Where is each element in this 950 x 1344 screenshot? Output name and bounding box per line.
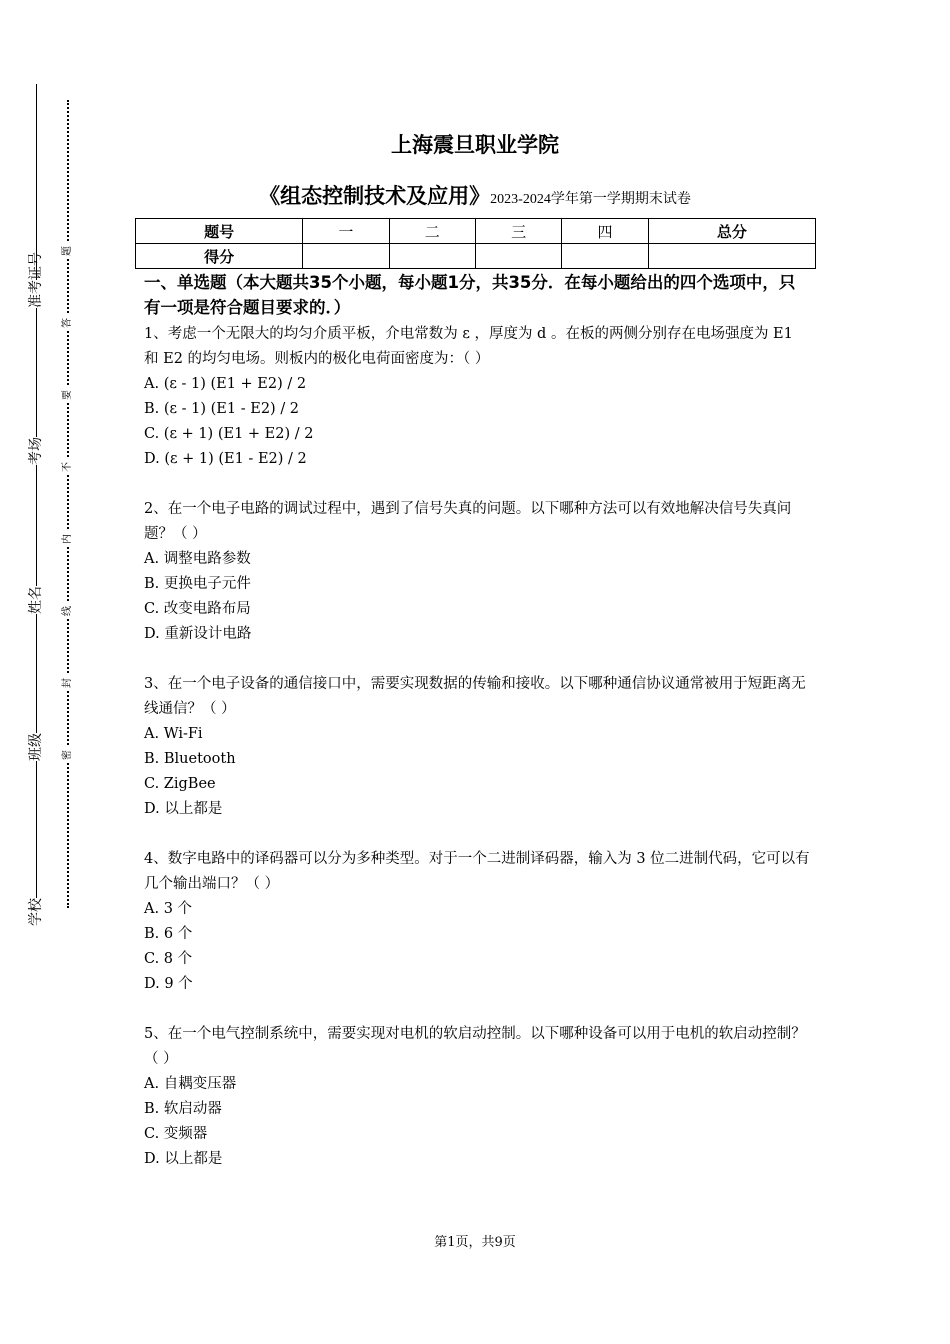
seal-char: 线	[60, 603, 76, 619]
seal-char: 不	[60, 459, 76, 475]
question-option: B. 软启动器	[144, 1101, 222, 1117]
score-header-cell: 三	[475, 219, 561, 244]
seal-char: 答	[60, 315, 76, 331]
term-label: 2023-2024学年第一学期期末试卷	[490, 192, 691, 207]
question-stem: 2、在一个电子电路的调试过程中，遇到了信号失真的问题。以下哪种方法可以有效地解决信号失真问题？（ ）	[144, 501, 792, 542]
question-stem: 4、数字电路中的译码器可以分为多种类型。对于一个二进制译码器，输入为 3 位二进制代码，它可以有几个输出端口？（ ）	[144, 851, 810, 892]
score-table	[135, 218, 816, 269]
binding-solid-line	[36, 84, 37, 924]
question-option: D. (ε + 1) (E1 - E2) / 2	[144, 451, 307, 467]
score-input-cell[interactable]	[562, 244, 648, 269]
question-option: C. (ε + 1) (E1 + E2) / 2	[144, 426, 314, 442]
field-school: 学校	[22, 898, 50, 926]
school-title: 上海震旦职业学院	[391, 133, 559, 157]
question-option: C. 变频器	[144, 1126, 208, 1142]
question	[144, 672, 810, 822]
question	[144, 1022, 810, 1172]
page-number: 第1页，共9页	[434, 1235, 516, 1250]
exam-content	[144, 270, 810, 1172]
question-stem: 5、在一个电气控制系统中，需要实现对电机的软启动控制。以下哪种设备可以用于电机的软启动控制？（ ）	[144, 1026, 806, 1067]
field-exam-room: 考场	[22, 437, 50, 465]
score-header-cell: 总分	[648, 219, 815, 244]
question-option: C. 8 个	[144, 951, 193, 967]
question-option: D. 重新设计电路	[144, 626, 252, 642]
question-option: D. 以上都是	[144, 1151, 223, 1167]
question	[144, 847, 810, 997]
field-name: 姓名	[22, 586, 50, 614]
score-header-cell: 二	[389, 219, 475, 244]
question-option: A. (ε - 1) (E1 + E2) / 2	[144, 376, 307, 392]
seal-char: 密	[60, 747, 76, 763]
score-header-cell: 四	[562, 219, 648, 244]
exam-subtitle	[0, 180, 950, 210]
question-option: B. (ε - 1) (E1 - E2) / 2	[144, 401, 300, 417]
score-input-cell[interactable]	[303, 244, 389, 269]
score-header-cell: 一	[303, 219, 389, 244]
question-option: A. 3 个	[144, 901, 193, 917]
question-option: D. 9 个	[144, 976, 193, 992]
question-option: C. ZigBee	[144, 776, 216, 792]
question-stem: 3、在一个电子设备的通信接口中，需要实现数据的传输和接收。以下哪种通信协议通常被用于短距离无线通信？（ ）	[144, 676, 806, 717]
section-heading: 一、单选题（本大题共35个小题，每小题1分，共35分．在每小题给出的四个选项中，只有一项是符合题目要求的．）	[144, 273, 796, 317]
question-option: C. 改变电路布局	[144, 601, 251, 617]
question	[144, 322, 810, 472]
course-title: 《组态控制技术及应用》	[259, 184, 491, 208]
question-option: A. 调整电路参数	[144, 551, 251, 567]
score-table-header-row	[136, 219, 816, 244]
seal-dotted-line	[67, 100, 69, 908]
score-label-cell: 得分	[136, 244, 303, 269]
field-exam-number: 准考证号	[22, 280, 50, 308]
question-stem: 1、考虑一个无限大的均匀介质平板，介电常数为 ε ，厚度为 d 。在板的两侧分别存在电场强度为 E1 和 E2 的均匀电场。则板内的极化电荷面密度为：（ ）	[144, 326, 793, 367]
score-header-cell: 题号	[136, 219, 303, 244]
question-option: D. 以上都是	[144, 801, 223, 817]
score-input-cell[interactable]	[648, 244, 815, 269]
question-option: B. 更换电子元件	[144, 576, 251, 592]
question-option: B. Bluetooth	[144, 751, 236, 767]
score-input-cell[interactable]	[475, 244, 561, 269]
seal-char: 要	[60, 387, 76, 403]
seal-char: 内	[60, 531, 76, 547]
seal-char: 题	[60, 243, 76, 259]
field-class: 班级	[22, 733, 50, 761]
question-option: A. 自耦变压器	[144, 1076, 237, 1092]
score-table-score-row	[136, 244, 816, 269]
question-option: B. 6 个	[144, 926, 193, 942]
seal-char: 封	[60, 675, 76, 691]
question	[144, 497, 810, 647]
score-input-cell[interactable]	[389, 244, 475, 269]
question-option: A. Wi-Fi	[144, 726, 203, 742]
